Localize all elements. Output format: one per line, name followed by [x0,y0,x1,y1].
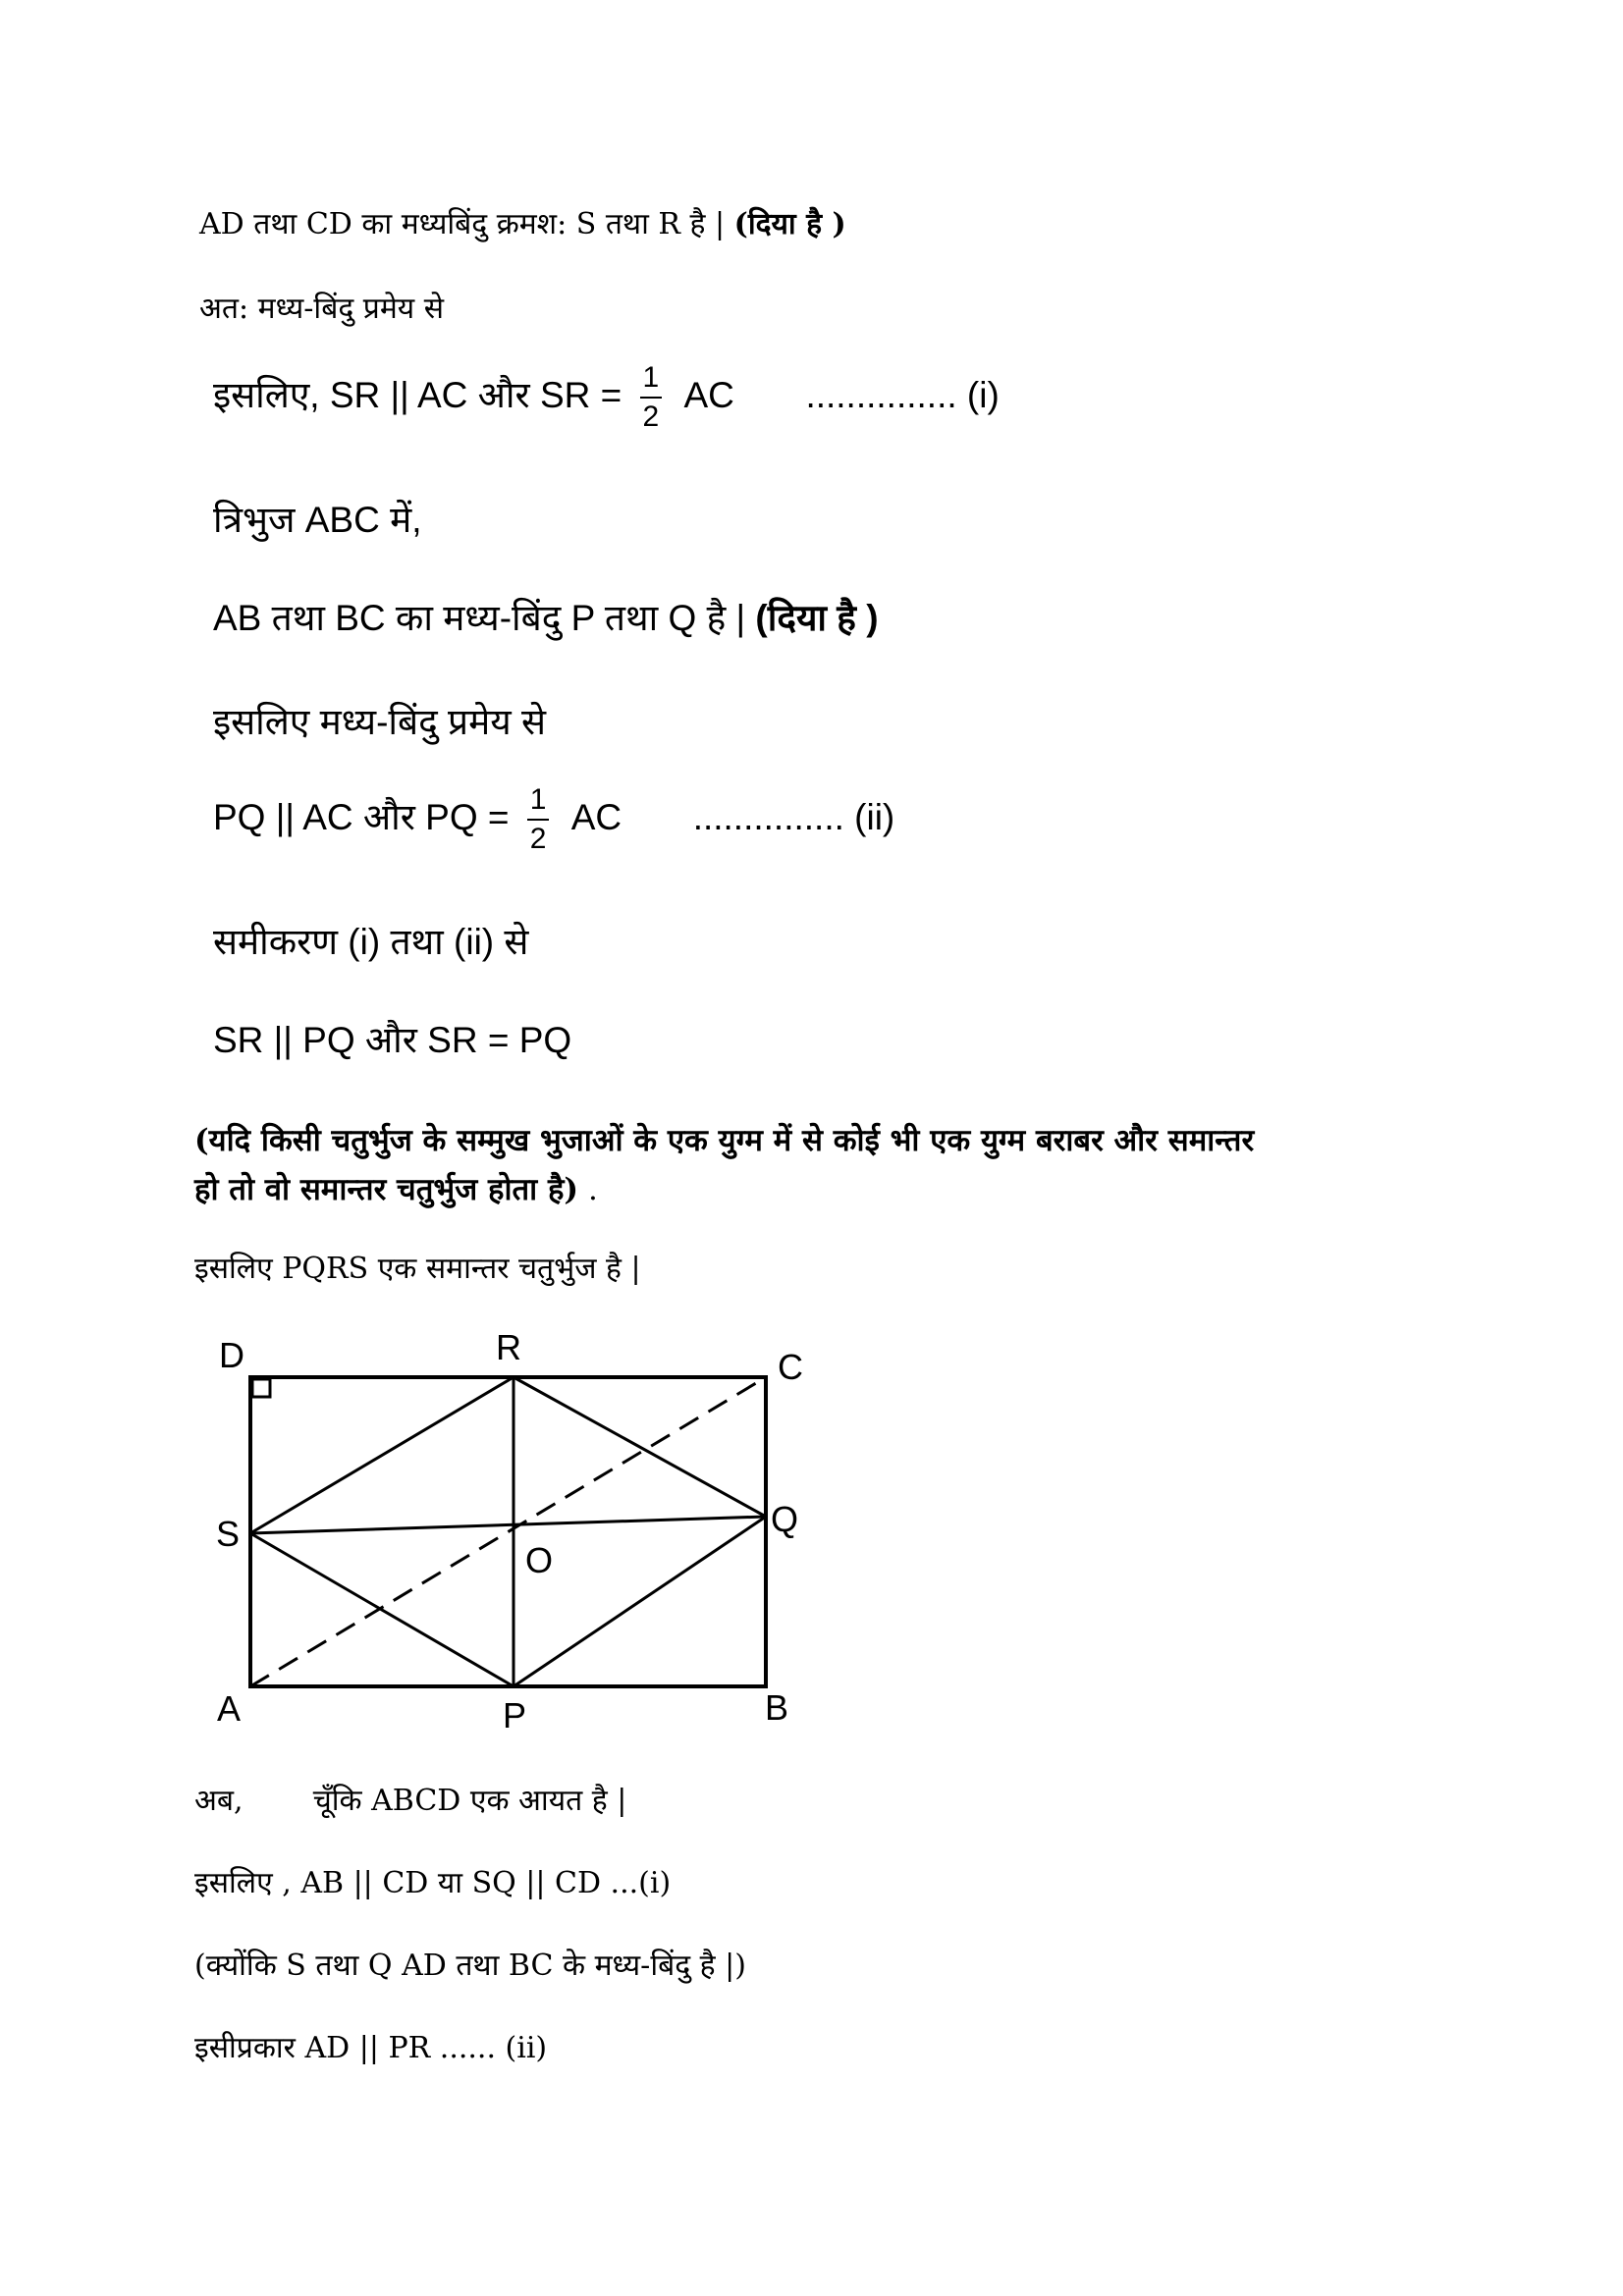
label-r: R [496,1327,521,1367]
segment-sr [250,1377,514,1533]
given-midpoints-pq-text: AB तथा BC का मध्य-बिंदु P तथा Q है | [213,598,746,638]
label-o: O [525,1540,554,1580]
midpoint-theorem-line: अत: मध्य-बिंदु प्रमेय से [199,292,445,326]
given-midpoints-ab-bc [213,591,879,641]
rectangle-statement-text: चूँकि ABCD एक आयत है | [312,1784,627,1818]
rectangle-statement [194,1779,626,1819]
fraction-numerator: 1 [527,785,550,821]
equation-2-left: PQ || AC और PQ = [213,796,510,837]
equation-1 [213,363,1000,432]
label-b: B [765,1687,789,1728]
equation-1-ref: ............... (i) [805,374,1000,415]
given-label: (दिया है ) [733,207,846,241]
equation-2 [213,785,894,854]
label-d: D [219,1335,244,1375]
equation-1-left: इसलिए, SR || AC और SR = [213,374,622,415]
rectangle-statement-prefix: अब, [194,1784,243,1818]
midpoint-reason-line: (क्योंकि S तथा Q AD तथा BC के मध्य-बिंदु है |) [194,1949,746,1983]
fraction-denominator: 2 [642,400,660,433]
result-sr-pq: SR || PQ और SR = PQ [213,1020,572,1060]
given-midpoints-text: AD तथा CD का मध्यबिंदु क्रमश: S तथा R है | [199,207,726,241]
equation-2-right: AC [570,796,622,837]
ab-parallel-cd-line: इसलिए , AB || CD या SQ || CD ...(i) [194,1866,672,1900]
pqrs-parallelogram-conclusion: इसलिए PQRS एक समान्तर चतुर्भुज है | [194,1252,641,1286]
equation-2-ref: ............... (ii) [692,796,895,837]
parallelogram-condition-tail: . [587,1172,598,1207]
label-c: C [778,1347,803,1387]
midpoint-theorem-line-2: इसलिए मध्य-बिंदु प्रमेय से [213,702,546,742]
label-s: S [216,1514,241,1554]
given-midpoints-ad-cd [199,202,846,242]
right-angle-marker [252,1379,270,1397]
segment-rq [514,1377,766,1517]
label-p: P [503,1695,527,1735]
rectangle-diagram [201,1315,830,1737]
label-q: Q [771,1499,799,1539]
parallelogram-condition-text: हो तो वो समान्तर चतुर्भुज होता है) [194,1172,579,1207]
triangle-abc-heading: त्रिभुज ABC में, [213,500,422,540]
parallelogram-condition-line-2 [194,1168,598,1209]
label-a: A [217,1688,242,1729]
fraction-denominator: 2 [529,823,547,855]
given-label-2: (दिया है ) [755,598,879,638]
parallelogram-condition-line-1: (यदि किसी चतुर्भुज के सम्मुख भुजाओं के एक युग्म में से कोई भी एक युग्म बराबर और समान्तर [194,1123,1255,1158]
fraction-numerator: 1 [640,363,663,399]
from-equations-line: समीकरण (i) तथा (ii) से [213,922,529,962]
equation-1-fraction [640,363,663,432]
equation-1-right: AC [683,374,734,415]
equation-2-fraction [527,785,550,854]
ad-parallel-pr-line: इसीप्रकार AD || PR ...... (ii) [194,2031,548,2065]
